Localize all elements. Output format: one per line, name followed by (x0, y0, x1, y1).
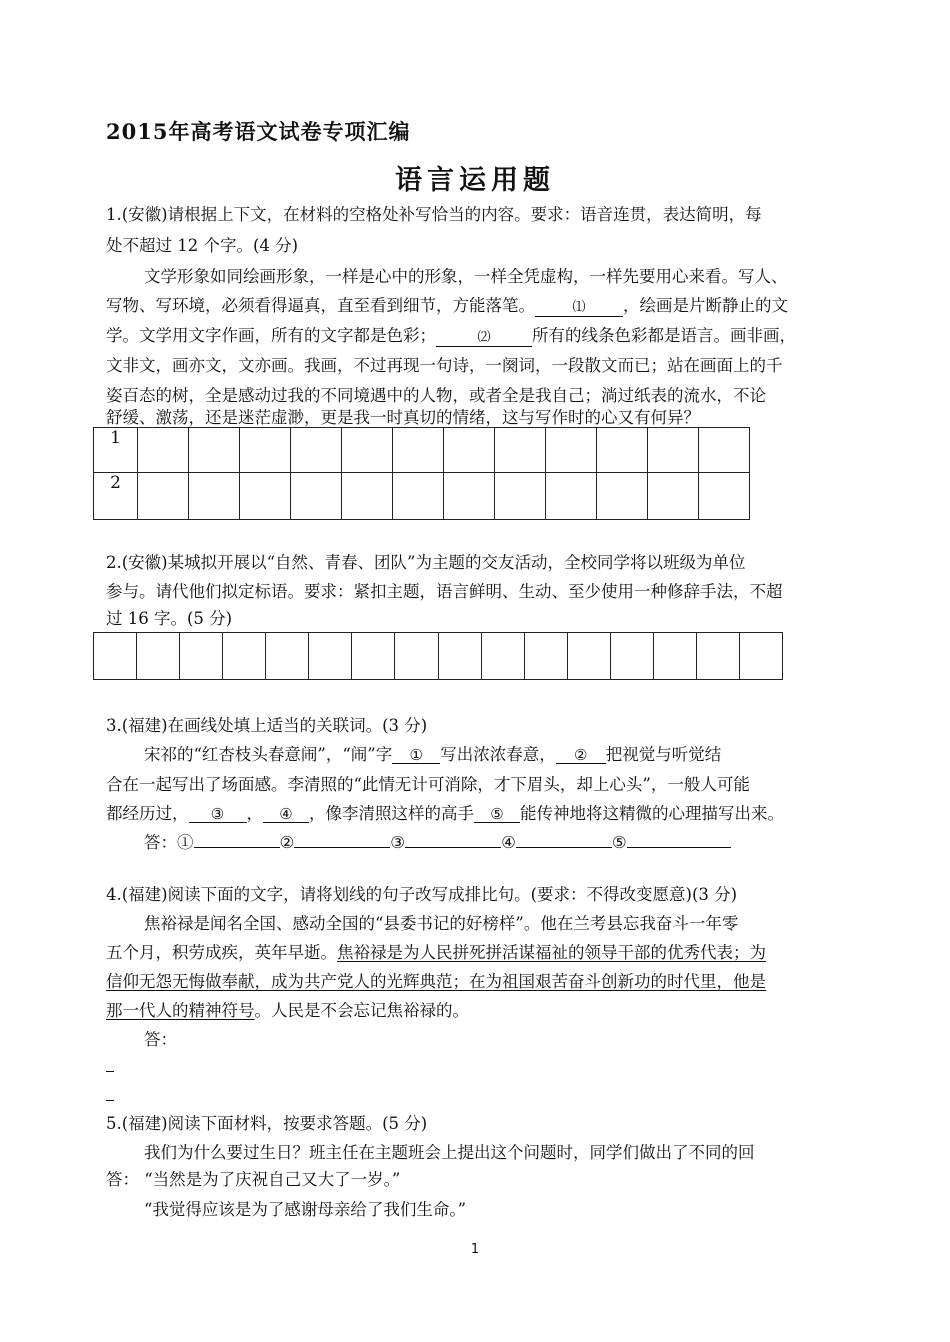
q3-line-1: 3.(福建)在画线处填上适当的关联词。(3 分) (106, 716, 428, 735)
grid-cell[interactable] (393, 473, 444, 520)
grid-cell[interactable] (138, 473, 189, 520)
grid-cell[interactable] (189, 428, 240, 473)
q4-line-5 (106, 1001, 469, 1021)
grid-cell[interactable] (653, 633, 696, 680)
q5-line-4: “我觉得应该是为了感谢母亲给了我们生命。” (144, 1200, 467, 1219)
q1-line-8: 舒缓、激荡，还是迷茫虚渺，更是我一时真切的情绪，这与写作时的心又有何异？ (106, 408, 700, 427)
grid-cell[interactable] (342, 428, 393, 473)
grid-cell[interactable] (739, 633, 782, 680)
q5-line-1: 5.(福建)阅读下面材料，按要求答题。(5 分) (106, 1114, 428, 1133)
grid-cell[interactable] (352, 633, 395, 680)
grid-cell[interactable] (137, 633, 180, 680)
q3-blank-3[interactable]: ③ (189, 806, 247, 823)
grid-cell[interactable] (648, 428, 699, 473)
grid-cell[interactable] (240, 473, 291, 520)
q4-line-1: 4.(福建)阅读下面的文字，请将划线的句子改写成排比句。(要求：不得改变愿意)(3 分) (106, 885, 738, 904)
grid-cell[interactable] (180, 633, 223, 680)
q1-line-5 (106, 326, 796, 347)
grid-cell[interactable] (696, 633, 739, 680)
q3-line-3: 合在一起写出了场面感。李清照的“此情无计可消除，才下眉头，却上心头”，一般人可能 (106, 775, 750, 794)
q4-answer-label: 答： (144, 1030, 177, 1049)
q4-answer-line-1[interactable] (106, 1071, 114, 1072)
q4-underlined-text-1: 焦裕禄是为人民拼死拼活谋福祉的领导干部的优秀代表；为 (337, 943, 766, 962)
grid-cell[interactable] (546, 428, 597, 473)
q3-answer-mark-4: ④ (501, 833, 516, 852)
grid-cell[interactable] (138, 428, 189, 473)
grid-cell[interactable] (438, 633, 481, 680)
page-number: 1 (470, 1242, 480, 1257)
q3-blank-1[interactable]: ① (392, 747, 440, 764)
grid-cell[interactable] (444, 428, 495, 473)
q4-underlined-text-2: 信仰无怨无悔做奉献，成为共产党人的光辉典范；在为祖国艰苦奋斗创新功的时代里，他是 (106, 972, 766, 991)
grid-cell[interactable] (266, 633, 309, 680)
grid-cell[interactable] (291, 473, 342, 520)
q1-line-1: 1.(安徽)请根据上下文，在材料的空格处补写恰当的内容。要求：语音连贯，表达简明，每 (106, 205, 762, 224)
q3-blank-4[interactable]: ④ (263, 806, 309, 823)
q4-underlined-text-3: 那一代人的精神符号 (106, 1001, 255, 1020)
grid-cell[interactable] (189, 473, 240, 520)
q3-answer-field-2[interactable] (294, 847, 390, 848)
q1-line-7: 姿百态的树，全是感动过我的不同境遇中的人物，或者全是我自己；淌过纸表的流水，不论 (106, 386, 766, 405)
q2-line-2: 参与。请代他们拟定标语。要求：紧扣主题，语言鲜明、生动、至少使用一种修辞手法，不超 (106, 582, 783, 601)
q1-blank-2[interactable]: ⑵ (436, 330, 532, 347)
q3-answer-prefix: 答： (144, 833, 177, 852)
q1-line-2: 处不超过 12 个字。(4 分) (106, 236, 299, 255)
q1-line-5-text-b: 所有的线条色彩都是语言。画非画， (532, 326, 796, 345)
grid-cell[interactable] (524, 633, 567, 680)
q3-line-4-text-b: ， (246, 804, 263, 823)
grid-cell[interactable] (597, 428, 648, 473)
grid-cell[interactable] (223, 633, 266, 680)
grid-cell[interactable] (699, 473, 750, 520)
q3-answer-line (144, 833, 731, 853)
q3-line-4-text-a: 都经历过， (106, 804, 189, 823)
q2-answer-grid (93, 632, 783, 680)
q1-blank-1[interactable]: ⑴ (535, 300, 623, 317)
q3-line-2-text-c: 把视觉与听觉结 (605, 745, 722, 764)
q1-grid-label-1: 1 (94, 428, 138, 473)
grid-cell[interactable] (699, 428, 750, 473)
q1-grid-label-2: 2 (94, 473, 138, 520)
q4-line-3 (106, 943, 766, 963)
q4-answer-line-2[interactable] (106, 1100, 114, 1101)
grid-cell[interactable] (648, 473, 699, 520)
q2-line-3: 过 16 字。(5 分) (106, 609, 233, 628)
grid-cell[interactable] (342, 473, 393, 520)
q3-answer-field-1[interactable] (194, 847, 280, 848)
q3-line-2 (144, 745, 721, 765)
q3-blank-2[interactable]: ② (556, 747, 606, 764)
q1-line-5-text-a: 学。文学用文字作画，所有的文字都是色彩； (106, 326, 436, 345)
q1-answer-grid (93, 427, 750, 520)
grid-cell[interactable] (444, 473, 495, 520)
grid-cell[interactable] (481, 633, 524, 680)
grid-cell[interactable] (597, 473, 648, 520)
q2-line-1: 2.(安徽)某城拟开展以“自然、青春、团队”为主题的交友活动，全校同学将以班级为单位 (106, 553, 746, 572)
grid-cell[interactable] (393, 428, 444, 473)
q3-answer-mark-5: ⑤ (611, 833, 627, 852)
grid-cell[interactable] (495, 473, 546, 520)
grid-cell[interactable] (240, 428, 291, 473)
q3-line-2-text-a: 宋祁的“红杏枝头春意闹”，“闹”字 (144, 745, 393, 764)
q3-answer-mark-1: ① (177, 833, 194, 852)
q3-answer-mark-2: ② (279, 833, 295, 852)
q3-answer-field-3[interactable] (405, 847, 501, 848)
q4-line-2: 焦裕禄是闻名全国、感动全国的“县委书记的好榜样”。他在兰考县忘我奋斗一年零 (144, 914, 739, 933)
q3-line-4 (106, 804, 784, 824)
q3-line-4-text-c: ，像李清照这样的高手 (309, 804, 474, 823)
grid-cell[interactable] (495, 428, 546, 473)
q1-line-4-text-b: ，绘画是片断静止的文 (623, 296, 788, 315)
q5-line-2: 我们为什么要过生日？班主任在主题班会上提出这个问题时，同学们做出了不同的回 (144, 1143, 755, 1162)
q4-line-3-text-a: 五个月，积劳成疾，英年早逝。 (106, 943, 337, 962)
grid-cell[interactable] (395, 633, 438, 680)
grid-cell[interactable] (309, 633, 352, 680)
q3-answer-field-5[interactable] (627, 847, 731, 848)
grid-cell[interactable] (291, 428, 342, 473)
q3-line-4-text-d: 能传神地将这精微的心理描写出来。 (520, 804, 784, 823)
series-title: 2015年高考语文试卷专项汇编 (106, 119, 411, 144)
q1-line-4-text-a: 写物、写环境，必须看得逼真，直至看到细节，方能落笔。 (106, 296, 535, 315)
section-title: 语言运用题 (395, 165, 555, 196)
q1-line-6: 文非文，画亦文，文亦画。我画，不过再现一句诗，一阕词，一段散文而已；站在画面上的千 (106, 356, 783, 375)
q3-answer-mark-3: ③ (390, 833, 406, 852)
grid-cell[interactable] (94, 633, 137, 680)
q3-line-2-text-b: 写出浓浓春意， (440, 745, 556, 764)
q1-line-4 (106, 296, 788, 317)
grid-cell[interactable] (546, 473, 597, 520)
q4-line-5-text-b: 。人民是不会忘记焦裕禄的。 (254, 1001, 469, 1020)
q3-answer-field-4[interactable] (516, 847, 612, 848)
grid-cell[interactable] (567, 633, 610, 680)
q5-line-3: 答： “当然是为了庆祝自己又大了一岁。” (106, 1170, 401, 1189)
grid-cell[interactable] (610, 633, 653, 680)
q1-line-3: 文学形象如同绘画形象，一样是心中的形象，一样全凭虚构，一样先要用心来看。写人、 (144, 267, 788, 286)
q3-blank-5[interactable]: ⑤ (474, 806, 520, 823)
